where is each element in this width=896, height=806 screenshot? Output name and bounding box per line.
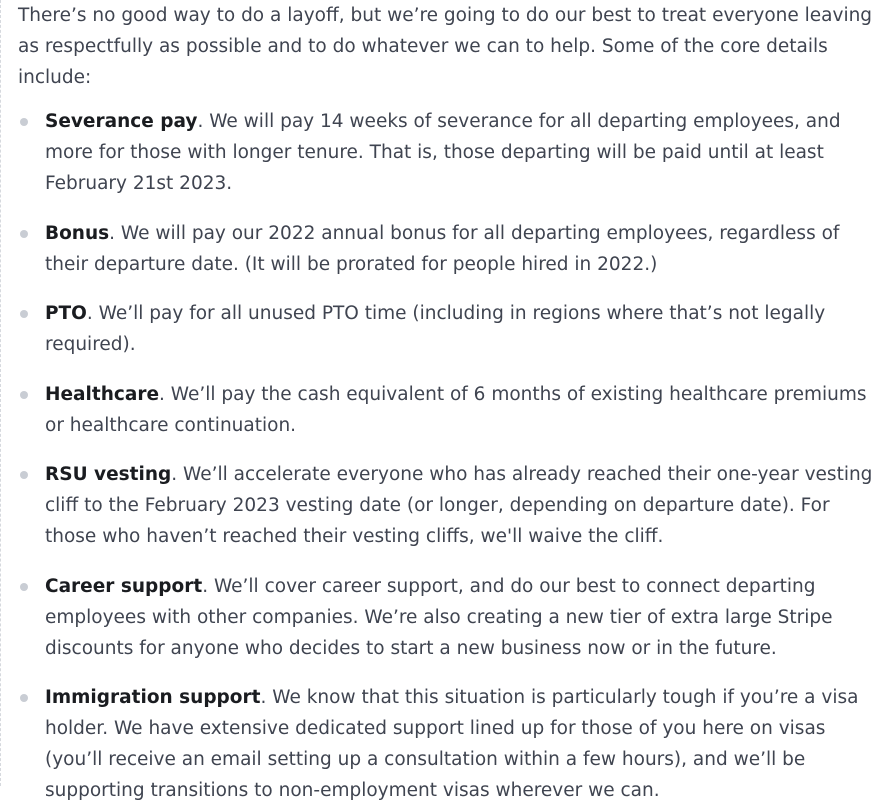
- item-term: Immigration support: [45, 687, 261, 708]
- bullet-icon: [20, 583, 28, 591]
- item-text: . We’ll pay the cash equivalent of 6 months of existing healthcare premiums or healthcare continuation.: [45, 383, 867, 436]
- bullet-icon: [20, 694, 28, 702]
- list-item-healthcare: [18, 379, 878, 441]
- bullet-icon: [20, 118, 28, 126]
- article-body: [18, 0, 878, 806]
- item-text: . We will pay our 2022 annual bonus for all departing employees, regardless of their departure date. (It will be prorated for people hired in 2022.): [45, 222, 840, 275]
- list-item-rsu-vesting: [18, 459, 878, 552]
- item-text: . We’ll pay for all unused PTO time (including in regions where that’s not legally required).: [45, 303, 826, 355]
- list-item-bonus: [18, 218, 878, 280]
- bullet-icon: [20, 230, 28, 238]
- item-text: . We know that this situation is particularly tough if you’re a visa holder. We have extensive dedicated support lined up for those of you here on visas (you’ll receive an email setting up a consultation within a few hours), and we’ll be supporting transitions to non-employment visas wherever we can.: [45, 687, 859, 801]
- item-term: Healthcare: [45, 383, 159, 405]
- list-item-pto: [18, 298, 878, 360]
- item-term: Bonus: [45, 222, 110, 244]
- item-text: . We’ll cover career support, and do our best to connect departing employees with other companies. We’re also creating a new tier of extra large Stripe discounts for anyone who decides to start a new business now or in the future.: [45, 575, 833, 659]
- item-text: . We will pay 14 weeks of severance for all departing employees, and more for those with longer tenure. That is, those departing will be paid until at least February 21st 2023.: [45, 111, 841, 194]
- left-border-rule: [0, 0, 1, 786]
- item-term: PTO: [45, 303, 87, 324]
- list-item-career-support: [18, 571, 878, 664]
- bullet-icon: [20, 391, 28, 399]
- bullet-icon: [20, 310, 28, 318]
- list-item-severance-pay: [18, 106, 878, 199]
- item-text: . We’ll accelerate everyone who has already reached their one-year vesting cliff to the February 2023 vesting date (or longer, depending on departure date). For those who haven’t reached their vesting cliffs, we'll waive the cliff.: [45, 464, 873, 547]
- intro-paragraph: There’s no good way to do a layoff, but we’re going to do our best to treat everyone leaving as respectfully as possible and to do whatever we can to help. Some of the core details include:: [18, 5, 873, 88]
- item-term: RSU vesting: [45, 464, 172, 485]
- bullet-icon: [20, 471, 28, 479]
- list-item-immigration-support: [18, 682, 878, 806]
- item-term: Career support: [45, 575, 203, 597]
- details-list: [18, 106, 878, 806]
- item-term: Severance pay: [45, 111, 198, 132]
